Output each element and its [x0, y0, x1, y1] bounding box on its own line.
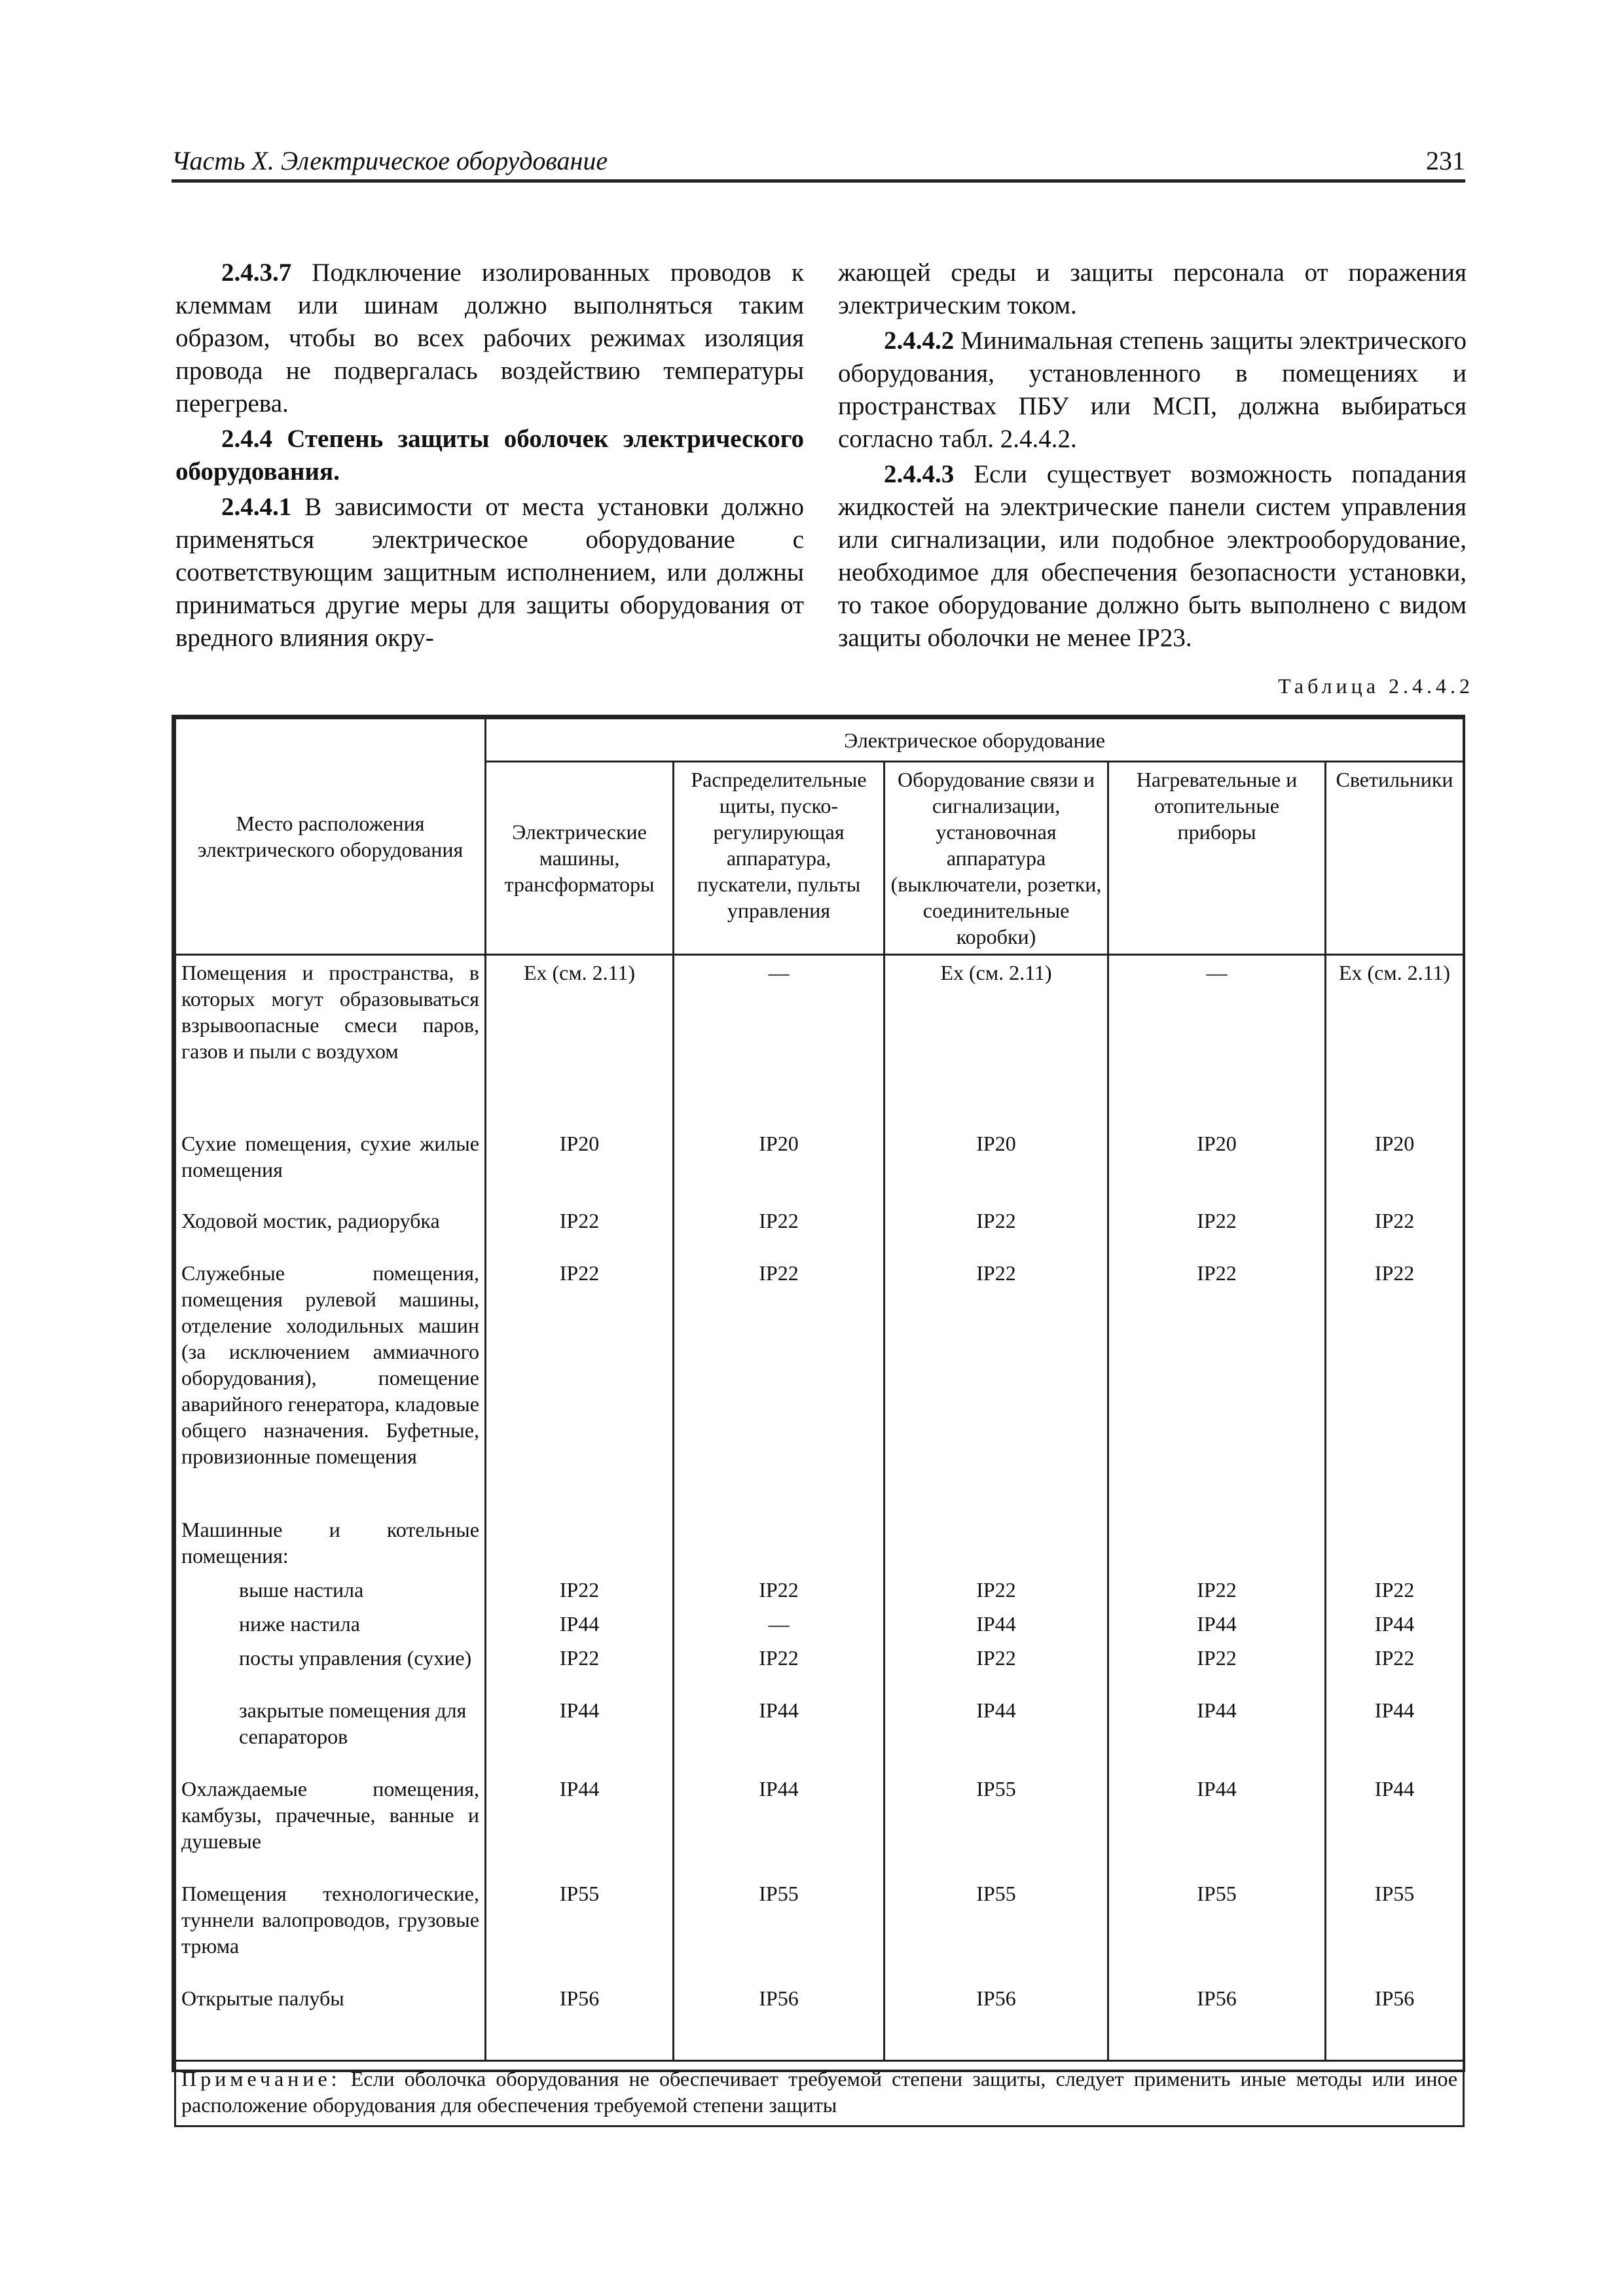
- value-cell: IP22: [884, 1256, 1108, 1513]
- table-row: [175, 1513, 1464, 1573]
- table-row: [175, 1772, 1464, 1876]
- location-header: Место расположения электрического оборудования: [175, 719, 486, 955]
- value-cell: IP22: [674, 1573, 884, 1607]
- paragraph-number: 2.4.4.3: [884, 460, 955, 488]
- section-heading: [175, 423, 804, 488]
- location-cell: выше настила: [175, 1573, 486, 1607]
- value-cell: IP22: [1326, 1256, 1464, 1513]
- table-row: [175, 1981, 1464, 2061]
- value-cell: IP22: [884, 1641, 1108, 1693]
- value-cell: IP44: [1326, 1772, 1464, 1876]
- paragraph-continuation: жающей среды и защиты персонала от поражения электрическим током.: [838, 259, 1467, 319]
- paragraph-number: 2.4.3.7: [221, 259, 292, 287]
- value-cell: Ex (см. 2.11): [1326, 955, 1464, 1126]
- paragraph-number: 2.4.4.1: [221, 493, 292, 521]
- value-cell: IP22: [486, 1204, 674, 1256]
- right-column: [838, 257, 1467, 655]
- value-cell: IP20: [1326, 1126, 1464, 1204]
- value-cell: IP20: [674, 1126, 884, 1204]
- value-cell: IP44: [486, 1693, 674, 1772]
- section-heading-text: 2.4.4 Степень защиты оболочек электрического оборудования.: [175, 425, 804, 486]
- value-cell: [674, 1513, 884, 1573]
- value-cell: Ex (см. 2.11): [486, 955, 674, 1126]
- value-cell: IP22: [486, 1641, 674, 1693]
- table-row: [175, 1204, 1464, 1256]
- value-cell: IP56: [1108, 1981, 1326, 2061]
- value-cell: Ex (см. 2.11): [884, 955, 1108, 1126]
- value-cell: [1108, 1513, 1326, 1573]
- column-header: Нагревательные и отопительные приборы: [1108, 762, 1326, 955]
- paragraph-2-4-4-3: [838, 458, 1467, 655]
- column-header: Электрические машины, трансформаторы: [486, 762, 674, 955]
- value-cell: IP56: [674, 1981, 884, 2061]
- running-title: Часть X. Электрическое оборудование: [172, 146, 608, 175]
- value-cell: IP44: [884, 1607, 1108, 1641]
- value-cell: IP22: [1108, 1204, 1326, 1256]
- note-text: Если оболочка оборудования не обеспечивает требуемой степени защиты, следует применить иные методы или иное расположение оборудования для обеспечения требуемой степени защиты: [181, 2067, 1458, 2117]
- group-header: Электрическое оборудование: [486, 719, 1464, 762]
- value-cell: IP22: [1326, 1641, 1464, 1693]
- location-cell: Служебные помещения, помещения рулевой машины, отделение холодильных машин (за исключением аммиачного оборудования), помещение аварийного генератора, кладовые общего назначения. Буфетные, провизионные помещения: [175, 1256, 486, 1513]
- value-cell: IP22: [674, 1256, 884, 1513]
- note-label: Примечание:: [181, 2067, 341, 2090]
- table-caption: Таблица 2.4.4.2: [1278, 674, 1474, 698]
- value-cell: IP20: [1108, 1126, 1326, 1204]
- value-cell: IP56: [486, 1981, 674, 2061]
- table-header-row: [175, 719, 1464, 762]
- location-cell: Помещения технологические, туннели валопроводов, грузовые трюма: [175, 1876, 486, 1981]
- value-cell: IP55: [1108, 1876, 1326, 1981]
- value-cell: IP55: [486, 1876, 674, 1981]
- column-header: Оборудование связи и сигнализации, установочная аппаратура (выключатели, розетки, соединительные коробки): [884, 762, 1108, 955]
- location-cell: Открытые палубы: [175, 1981, 486, 2061]
- table-body: [175, 955, 1464, 2061]
- location-cell: ниже настила: [175, 1607, 486, 1641]
- table-note-row: [175, 2061, 1464, 2126]
- paragraph-2-4-4-1: [175, 491, 804, 655]
- value-cell: IP22: [674, 1204, 884, 1256]
- value-cell: IP22: [1108, 1256, 1326, 1513]
- value-cell: IP44: [486, 1607, 674, 1641]
- table-grid: [174, 717, 1465, 2127]
- paragraph-2-4-3-7: [175, 257, 804, 420]
- value-cell: IP22: [884, 1204, 1108, 1256]
- value-cell: IP44: [1326, 1607, 1464, 1641]
- value-cell: IP55: [884, 1876, 1108, 1981]
- value-cell: IP20: [884, 1126, 1108, 1204]
- paragraph-text: В зависимости от места установки должно применяться электрическое оборудование с соответствующим защитным исполнением, или должны приниматься другие меры для защиты оборудования от вредного влияния окру-: [175, 493, 804, 652]
- value-cell: —: [674, 1607, 884, 1641]
- value-cell: IP22: [486, 1573, 674, 1607]
- value-cell: [486, 1513, 674, 1573]
- value-cell: [1326, 1513, 1464, 1573]
- paragraph-text: Если существует возможность попадания жидкостей на электрические панели систем управления или сигнализации, или подобное электрооборудование, необходимое для обеспечения безопасности установки, то такое оборудование должно быть выполнено с видом защиты оболочки не менее IP23.: [838, 460, 1467, 652]
- table-row: [175, 1876, 1464, 1981]
- table-row: [175, 955, 1464, 1126]
- value-cell: IP44: [486, 1772, 674, 1876]
- table-row: [175, 1573, 1464, 1607]
- value-cell: IP22: [1108, 1573, 1326, 1607]
- paragraph-number: 2.4.4.2: [884, 327, 955, 355]
- location-cell: Ходовой мостик, радиорубка: [175, 1204, 486, 1256]
- table-row: [175, 1693, 1464, 1772]
- location-cell: Охлаждаемые помещения, камбузы, прачечные, ванные и душевые: [175, 1772, 486, 1876]
- value-cell: —: [1108, 955, 1326, 1126]
- column-header: Распределительные щиты, пуско-регулирующая аппаратура, пускатели, пульты управления: [674, 762, 884, 955]
- page-header: [172, 145, 1465, 183]
- value-cell: IP44: [674, 1772, 884, 1876]
- value-cell: —: [674, 955, 884, 1126]
- value-cell: IP22: [884, 1573, 1108, 1607]
- value-cell: [884, 1513, 1108, 1573]
- location-cell: закрытые помещения для сепараторов: [175, 1693, 486, 1772]
- value-cell: IP22: [486, 1256, 674, 1513]
- protection-table: [172, 715, 1465, 2117]
- value-cell: IP44: [1326, 1693, 1464, 1772]
- table-note: [175, 2061, 1464, 2126]
- location-cell: Помещения и пространства, в которых могут образовываться взрывоопасные смеси паров, газов и пыли с воздухом: [175, 955, 486, 1126]
- value-cell: IP55: [884, 1772, 1108, 1876]
- table-row: [175, 1641, 1464, 1693]
- paragraph-text: Подключение изолированных проводов к клеммам или шинам должно выполняться таким образом, чтобы во всех рабочих режимах изоляция провода не подвергалась воздействию температуры перегрева.: [175, 259, 804, 418]
- value-cell: IP55: [1326, 1876, 1464, 1981]
- value-cell: IP44: [674, 1693, 884, 1772]
- left-column: [175, 257, 804, 655]
- paragraph-2-4-4-2: [838, 325, 1467, 456]
- table-row: [175, 1607, 1464, 1641]
- location-cell: посты управления (сухие): [175, 1641, 486, 1693]
- value-cell: IP22: [674, 1641, 884, 1693]
- table-row: [175, 1126, 1464, 1204]
- value-cell: IP44: [884, 1693, 1108, 1772]
- value-cell: IP44: [1108, 1693, 1326, 1772]
- value-cell: IP22: [1326, 1204, 1464, 1256]
- location-cell: Сухие помещения, сухие жилые помещения: [175, 1126, 486, 1204]
- value-cell: IP22: [1326, 1573, 1464, 1607]
- value-cell: IP22: [1108, 1641, 1326, 1693]
- value-cell: IP44: [1108, 1772, 1326, 1876]
- value-cell: IP44: [1108, 1607, 1326, 1641]
- paragraph-text: Минимальная степень защиты электрического оборудования, установленного в помещениях и пространствах ПБУ или МСП, должна выбираться согласно табл. 2.4.4.2.: [838, 327, 1467, 453]
- column-header: Светильники: [1326, 762, 1464, 955]
- value-cell: IP20: [486, 1126, 674, 1204]
- table-row: [175, 1256, 1464, 1513]
- page-number: 231: [1426, 146, 1465, 175]
- location-cell: Машинные и котельные помещения:: [175, 1513, 486, 1573]
- value-cell: IP55: [674, 1876, 884, 1981]
- value-cell: IP56: [884, 1981, 1108, 2061]
- value-cell: IP56: [1326, 1981, 1464, 2061]
